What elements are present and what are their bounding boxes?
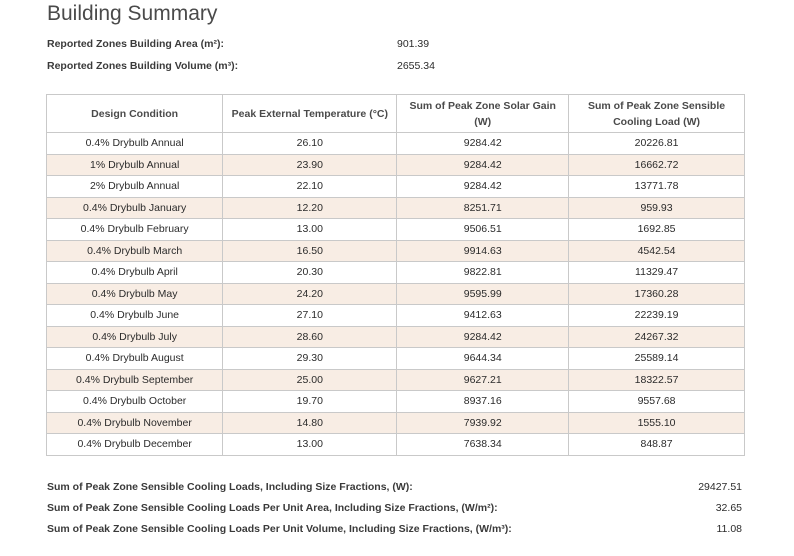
cooling-load-cell: 24267.32: [569, 326, 745, 348]
peak-temperature-cell: 19.70: [223, 391, 397, 413]
cooling-load-cell: 18322.57: [569, 369, 745, 391]
design-condition-cell: 0.4% Drybulb Annual: [47, 133, 223, 155]
design-condition-cell: 0.4% Drybulb May: [47, 283, 223, 305]
cooling-load-per-area-label: Sum of Peak Zone Sensible Cooling Loads Per Unit Area, Including Size Fractions, (W/m²):: [47, 502, 498, 514]
cooling-load-per-volume-label: Sum of Peak Zone Sensible Cooling Loads Per Unit Volume, Including Size Fractions, (W/m³):: [47, 523, 512, 535]
design-condition-cell: 0.4% Drybulb April: [47, 262, 223, 284]
peak-temperature-cell: 27.10: [223, 305, 397, 327]
design-condition-cell: 0.4% Drybulb February: [47, 219, 223, 241]
peak-temperature-cell: 29.30: [223, 348, 397, 370]
peak-temperature-cell: 12.20: [223, 197, 397, 219]
peak-temperature-cell: 14.80: [223, 412, 397, 434]
cooling-load-cell: 848.87: [569, 434, 745, 456]
solar-gain-cell: 7638.34: [397, 434, 569, 456]
cooling-load-cell: 1692.85: [569, 219, 745, 241]
solar-gain-cell: 9284.42: [397, 154, 569, 176]
header-design-condition: Design Condition: [47, 95, 223, 133]
table-row: [47, 262, 745, 284]
peak-temperature-cell: 24.20: [223, 283, 397, 305]
design-condition-cell: 0.4% Drybulb October: [47, 391, 223, 413]
peak-temperature-cell: 16.50: [223, 240, 397, 262]
design-condition-cell: 0.4% Drybulb January: [47, 197, 223, 219]
design-condition-cell: 0.4% Drybulb July: [47, 326, 223, 348]
total-cooling-load-value: 29427.51: [698, 481, 742, 493]
table-row: [47, 305, 745, 327]
table-row: [47, 176, 745, 198]
design-condition-table: [46, 94, 745, 456]
peak-temperature-cell: 13.00: [223, 434, 397, 456]
cooling-load-cell: 4542.54: [569, 240, 745, 262]
building-area-label: Reported Zones Building Area (m²):: [47, 38, 224, 50]
table-row: [47, 369, 745, 391]
cooling-load-cell: 16662.72: [569, 154, 745, 176]
cooling-load-cell: 9557.68: [569, 391, 745, 413]
table-row: [47, 133, 745, 155]
table-row: [47, 412, 745, 434]
table-row: [47, 326, 745, 348]
header-cooling-load: Sum of Peak Zone Sensible Cooling Load (W): [569, 95, 745, 133]
cooling-load-cell: 22239.19: [569, 305, 745, 327]
peak-temperature-cell: 23.90: [223, 154, 397, 176]
solar-gain-cell: 9506.51: [397, 219, 569, 241]
solar-gain-cell: 9284.42: [397, 326, 569, 348]
solar-gain-cell: 9822.81: [397, 262, 569, 284]
solar-gain-cell: 9284.42: [397, 133, 569, 155]
solar-gain-cell: 9412.63: [397, 305, 569, 327]
peak-temperature-cell: 20.30: [223, 262, 397, 284]
peak-temperature-cell: 22.10: [223, 176, 397, 198]
design-condition-cell: 0.4% Drybulb November: [47, 412, 223, 434]
solar-gain-cell: 8251.71: [397, 197, 569, 219]
building-area-value: 901.39: [397, 38, 430, 50]
table-row: [47, 219, 745, 241]
table-row: [47, 391, 745, 413]
design-condition-cell: 1% Drybulb Annual: [47, 154, 223, 176]
peak-temperature-cell: 13.00: [223, 219, 397, 241]
cooling-load-cell: 11329.47: [569, 262, 745, 284]
cooling-load-per-volume-value: 11.08: [716, 523, 742, 535]
design-condition-cell: 0.4% Drybulb December: [47, 434, 223, 456]
solar-gain-cell: 9644.34: [397, 348, 569, 370]
peak-temperature-cell: 28.60: [223, 326, 397, 348]
cooling-load-cell: 959.93: [569, 197, 745, 219]
design-condition-cell: 0.4% Drybulb August: [47, 348, 223, 370]
design-condition-cell: 0.4% Drybulb June: [47, 305, 223, 327]
design-condition-cell: 0.4% Drybulb March: [47, 240, 223, 262]
cooling-load-cell: 13771.78: [569, 176, 745, 198]
total-cooling-load-label: Sum of Peak Zone Sensible Cooling Loads, Including Size Fractions, (W):: [47, 481, 413, 493]
solar-gain-cell: 9627.21: [397, 369, 569, 391]
building-volume-label: Reported Zones Building Volume (m³):: [47, 60, 239, 72]
header-peak-external-temperature: Peak External Temperature (°C): [223, 95, 397, 133]
cooling-load-cell: 20226.81: [569, 133, 745, 155]
design-condition-cell: 2% Drybulb Annual: [47, 176, 223, 198]
table-row: [47, 283, 745, 305]
building-volume-value: 2655.34: [397, 60, 435, 72]
table-row: [47, 154, 745, 176]
cooling-load-cell: 25589.14: [569, 348, 745, 370]
table-row: [47, 434, 745, 456]
design-condition-cell: 0.4% Drybulb September: [47, 369, 223, 391]
cooling-load-per-area-value: 32.65: [715, 502, 742, 514]
cooling-load-cell: 17360.28: [569, 283, 745, 305]
peak-temperature-cell: 26.10: [223, 133, 397, 155]
page-title: Building Summary: [47, 2, 218, 25]
table-row: [47, 197, 745, 219]
header-solar-gain: Sum of Peak Zone Solar Gain (W): [397, 95, 569, 133]
cooling-load-cell: 1555.10: [569, 412, 745, 434]
table-header-row: [47, 95, 745, 133]
solar-gain-cell: 7939.92: [397, 412, 569, 434]
peak-temperature-cell: 25.00: [223, 369, 397, 391]
solar-gain-cell: 9284.42: [397, 176, 569, 198]
solar-gain-cell: 8937.16: [397, 391, 569, 413]
table-row: [47, 348, 745, 370]
solar-gain-cell: 9914.63: [397, 240, 569, 262]
table-row: [47, 240, 745, 262]
solar-gain-cell: 9595.99: [397, 283, 569, 305]
